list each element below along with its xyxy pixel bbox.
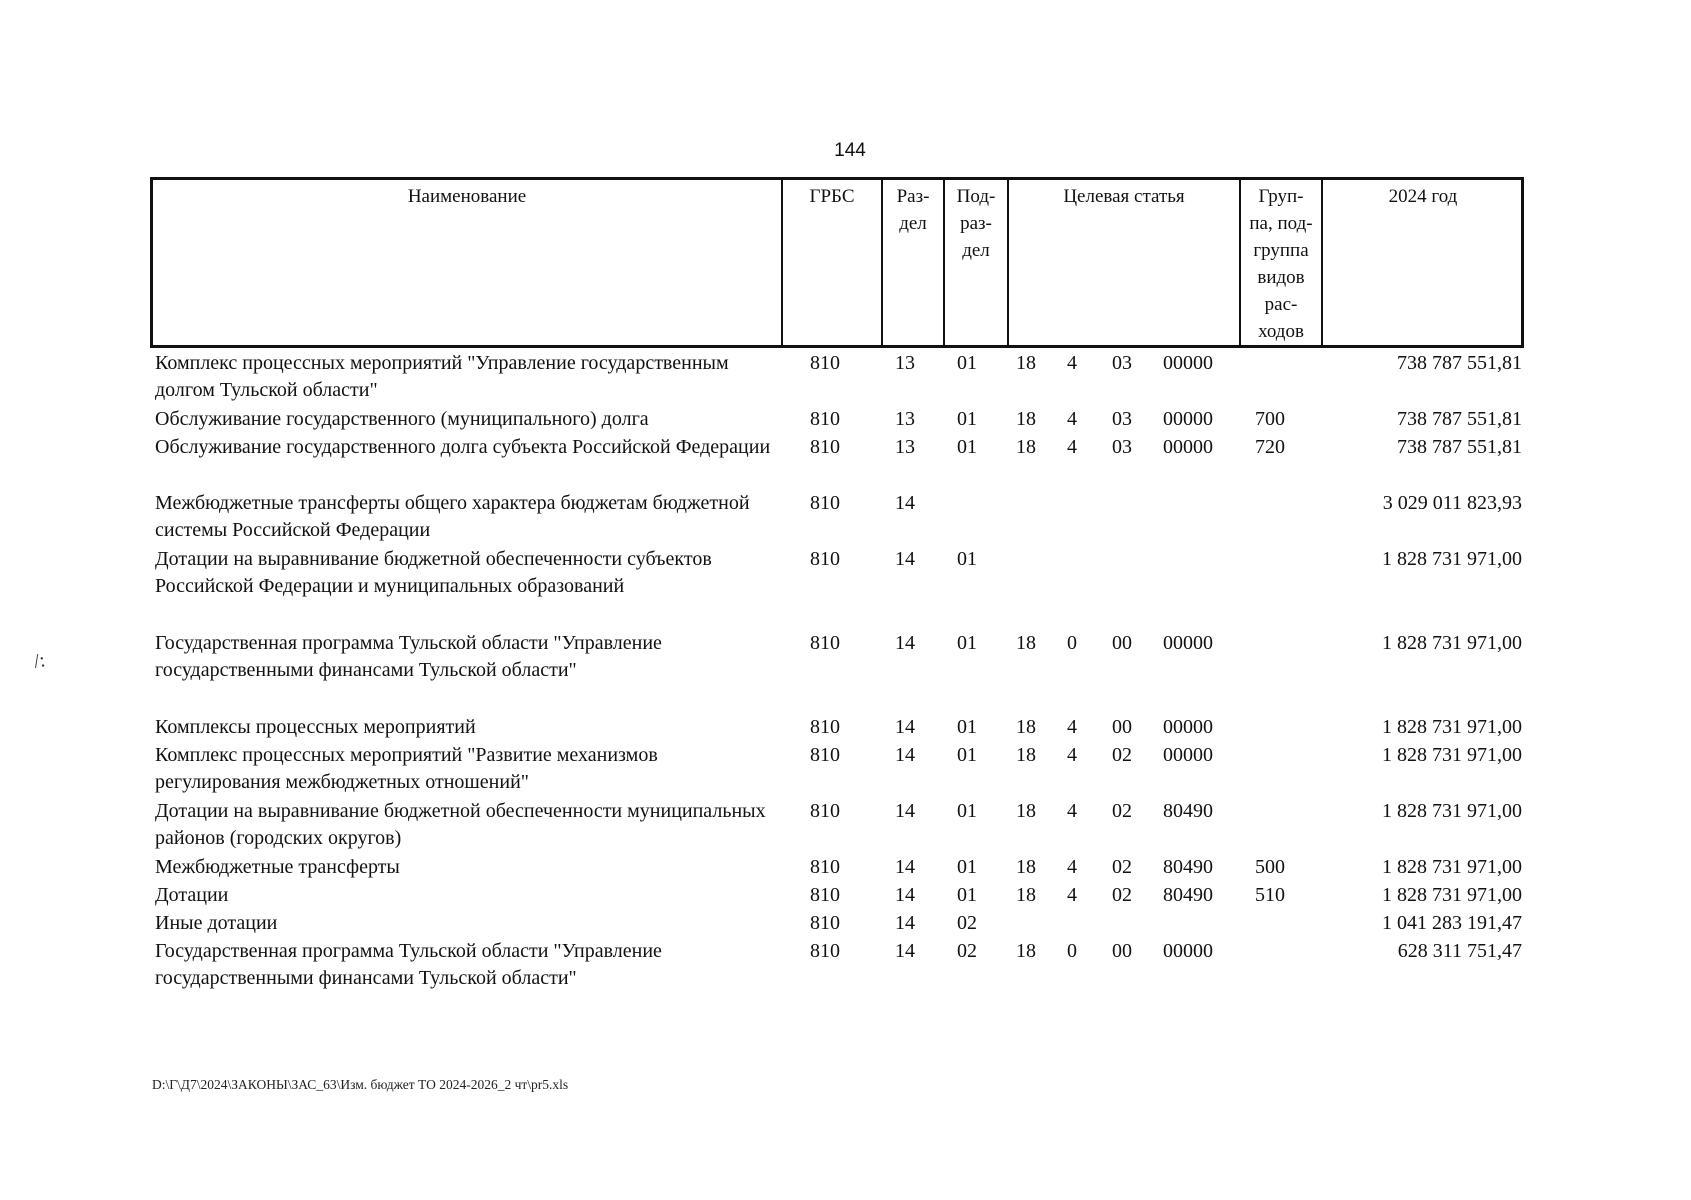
row-name: Государственная программа Тульской области "Управление государственными финансами Тульской области"	[155, 632, 662, 681]
row-target-type: 4	[1067, 856, 1077, 878]
header-razdel-line: дел	[899, 213, 927, 234]
row-razdel: 14	[895, 492, 915, 514]
row-name: Дотации на выравнивание бюджетной обеспеченности субъектов Российской Федерации и муниципальных образований	[155, 548, 712, 597]
row-target-complex: 00	[1112, 716, 1132, 738]
header-razdel	[883, 180, 943, 345]
row-grbs: 810	[810, 884, 840, 906]
row-grbs: 810	[810, 912, 840, 934]
row-podrazdel: 01	[957, 632, 977, 654]
margin-handwritten-mark: /:	[32, 649, 47, 673]
row-name: Обслуживание государственного (муниципального) долга	[155, 408, 649, 430]
row-target-direction: 00000	[1163, 632, 1213, 654]
row-amount: 3 029 011 823,93	[1382, 492, 1522, 514]
header-podrazdel-line: дел	[962, 240, 990, 261]
row-expense-group: 500	[1255, 856, 1285, 878]
row-target-direction: 00000	[1163, 408, 1213, 430]
row-amount: 1 828 731 971,00	[1382, 632, 1522, 654]
row-amount: 738 787 551,81	[1397, 408, 1522, 430]
row-target-direction: 80490	[1163, 856, 1213, 878]
row-name: Межбюджетные трансферты общего характера бюджетам бюджетной системы Российской Федерации	[155, 492, 750, 541]
row-amount: 628 311 751,47	[1397, 940, 1522, 962]
header-podrazdel-line: Под-	[956, 186, 996, 207]
row-amount: 1 828 731 971,00	[1382, 716, 1522, 738]
row-amount: 1 828 731 971,00	[1382, 548, 1522, 570]
row-target-program: 18	[1016, 716, 1036, 738]
row-target-complex: 02	[1112, 744, 1132, 766]
row-target-complex: 03	[1112, 436, 1132, 458]
row-target-type: 4	[1067, 884, 1077, 906]
row-target-program: 18	[1016, 632, 1036, 654]
row-podrazdel: 01	[957, 856, 977, 878]
row-podrazdel: 01	[957, 408, 977, 430]
row-target-program: 18	[1016, 436, 1036, 458]
row-expense-group: 720	[1255, 436, 1285, 458]
row-target-type: 4	[1067, 436, 1077, 458]
row-podrazdel: 01	[957, 744, 977, 766]
row-razdel: 13	[895, 352, 915, 374]
row-target-direction: 80490	[1163, 800, 1213, 822]
row-target-complex: 02	[1112, 884, 1132, 906]
row-target-direction: 00000	[1163, 436, 1213, 458]
row-target-type: 4	[1067, 800, 1077, 822]
row-razdel: 13	[895, 408, 915, 430]
row-amount: 738 787 551,81	[1397, 436, 1522, 458]
row-grbs: 810	[810, 492, 840, 514]
row-grbs: 810	[810, 548, 840, 570]
header-gruppa-line: па, под-	[1249, 213, 1313, 234]
row-razdel: 14	[895, 744, 915, 766]
row-target-direction: 00000	[1163, 940, 1213, 962]
row-grbs: 810	[810, 716, 840, 738]
header-gruppa-line: Груп-	[1258, 186, 1304, 207]
footer-file-path: D:\Г\Д7\2024\ЗАКОНЫ\ЗАС_63\Изм. бюджет ТО 2024-2026_2 чт\pr5.xls	[152, 1077, 569, 1092]
row-expense-group: 510	[1255, 884, 1285, 906]
header-gruppa-line: видов	[1257, 267, 1305, 288]
row-amount: 1 828 731 971,00	[1382, 800, 1522, 822]
row-razdel: 14	[895, 940, 915, 962]
row-podrazdel: 02	[957, 912, 977, 934]
row-podrazdel: 01	[957, 716, 977, 738]
table-header	[150, 177, 1524, 348]
row-name: Дотации на выравнивание бюджетной обеспеченности муниципальных районов (городских округов)	[155, 800, 766, 849]
row-target-direction: 00000	[1163, 744, 1213, 766]
row-podrazdel: 01	[957, 352, 977, 374]
row-target-complex: 00	[1112, 940, 1132, 962]
row-grbs: 810	[810, 744, 840, 766]
row-podrazdel: 01	[957, 436, 977, 458]
row-target-program: 18	[1016, 940, 1036, 962]
row-target-direction: 00000	[1163, 352, 1213, 374]
row-target-program: 18	[1016, 800, 1036, 822]
row-grbs: 810	[810, 632, 840, 654]
header-gruppa	[1241, 180, 1321, 345]
row-target-program: 18	[1016, 352, 1036, 374]
row-razdel: 14	[895, 884, 915, 906]
row-podrazdel: 01	[957, 884, 977, 906]
row-grbs: 810	[810, 940, 840, 962]
row-expense-group: 700	[1255, 408, 1285, 430]
row-target-complex: 00	[1112, 632, 1132, 654]
row-razdel: 13	[895, 436, 915, 458]
row-target-type: 0	[1067, 632, 1077, 654]
header-gruppa-line: группа	[1253, 240, 1309, 261]
row-name: Комплекс процессных мероприятий "Управление государственным долгом Тульской области"	[155, 352, 729, 401]
row-grbs: 810	[810, 800, 840, 822]
row-name: Обслуживание государственного долга субъекта Российской Федерации	[155, 436, 771, 458]
row-podrazdel: 02	[957, 940, 977, 962]
row-name: Государственная программа Тульской области "Управление государственными финансами Тульской области"	[155, 940, 662, 989]
row-amount: 1 041 283 191,47	[1382, 912, 1522, 934]
row-target-complex: 02	[1112, 800, 1132, 822]
page-number: 144	[834, 140, 866, 161]
row-amount: 1 828 731 971,00	[1382, 744, 1522, 766]
row-amount: 1 828 731 971,00	[1382, 856, 1522, 878]
row-amount: 738 787 551,81	[1397, 352, 1522, 374]
row-name: Иные дотации	[155, 912, 278, 934]
row-target-type: 4	[1067, 408, 1077, 430]
row-podrazdel: 01	[957, 800, 977, 822]
header-year	[1323, 180, 1523, 345]
header-grbs	[783, 180, 881, 345]
row-target-program: 18	[1016, 856, 1036, 878]
header-tselevaya	[1009, 180, 1239, 345]
header-gruppa-line: рас-	[1264, 294, 1298, 315]
row-target-complex: 02	[1112, 856, 1132, 878]
row-name: Межбюджетные трансферты	[155, 856, 400, 878]
row-target-program: 18	[1016, 884, 1036, 906]
row-target-type: 4	[1067, 716, 1077, 738]
row-name: Комплексы процессных мероприятий	[155, 716, 476, 738]
row-target-complex: 03	[1112, 352, 1132, 374]
row-name: Комплекс процессных мероприятий "Развитие механизмов регулирования межбюджетных отношений"	[155, 744, 658, 793]
header-grbs-label: ГРБС	[809, 186, 855, 207]
row-razdel: 14	[895, 632, 915, 654]
row-grbs: 810	[810, 408, 840, 430]
row-target-type: 0	[1067, 940, 1077, 962]
header-podrazdel-line: раз-	[960, 213, 992, 234]
row-target-direction: 00000	[1163, 716, 1213, 738]
row-razdel: 14	[895, 548, 915, 570]
header-podrazdel	[945, 180, 1007, 345]
row-razdel: 14	[895, 716, 915, 738]
header-name-label: Наименование	[407, 186, 527, 207]
row-grbs: 810	[810, 352, 840, 374]
row-target-program: 18	[1016, 744, 1036, 766]
row-podrazdel: 01	[957, 548, 977, 570]
row-target-program: 18	[1016, 408, 1036, 430]
row-grbs: 810	[810, 436, 840, 458]
row-razdel: 14	[895, 800, 915, 822]
header-year-label: 2024 год	[1388, 186, 1458, 207]
row-razdel: 14	[895, 856, 915, 878]
header-gruppa-line: ходов	[1258, 321, 1304, 342]
header-razdel-line: Раз-	[896, 186, 930, 207]
row-target-type: 4	[1067, 744, 1077, 766]
header-tselevaya-label: Целевая статья	[1063, 186, 1185, 207]
row-target-complex: 03	[1112, 408, 1132, 430]
row-grbs: 810	[810, 856, 840, 878]
row-target-direction: 80490	[1163, 884, 1213, 906]
row-name: Дотации	[155, 884, 229, 906]
header-name	[153, 180, 781, 345]
row-amount: 1 828 731 971,00	[1382, 884, 1522, 906]
row-target-type: 4	[1067, 352, 1077, 374]
row-razdel: 14	[895, 912, 915, 934]
